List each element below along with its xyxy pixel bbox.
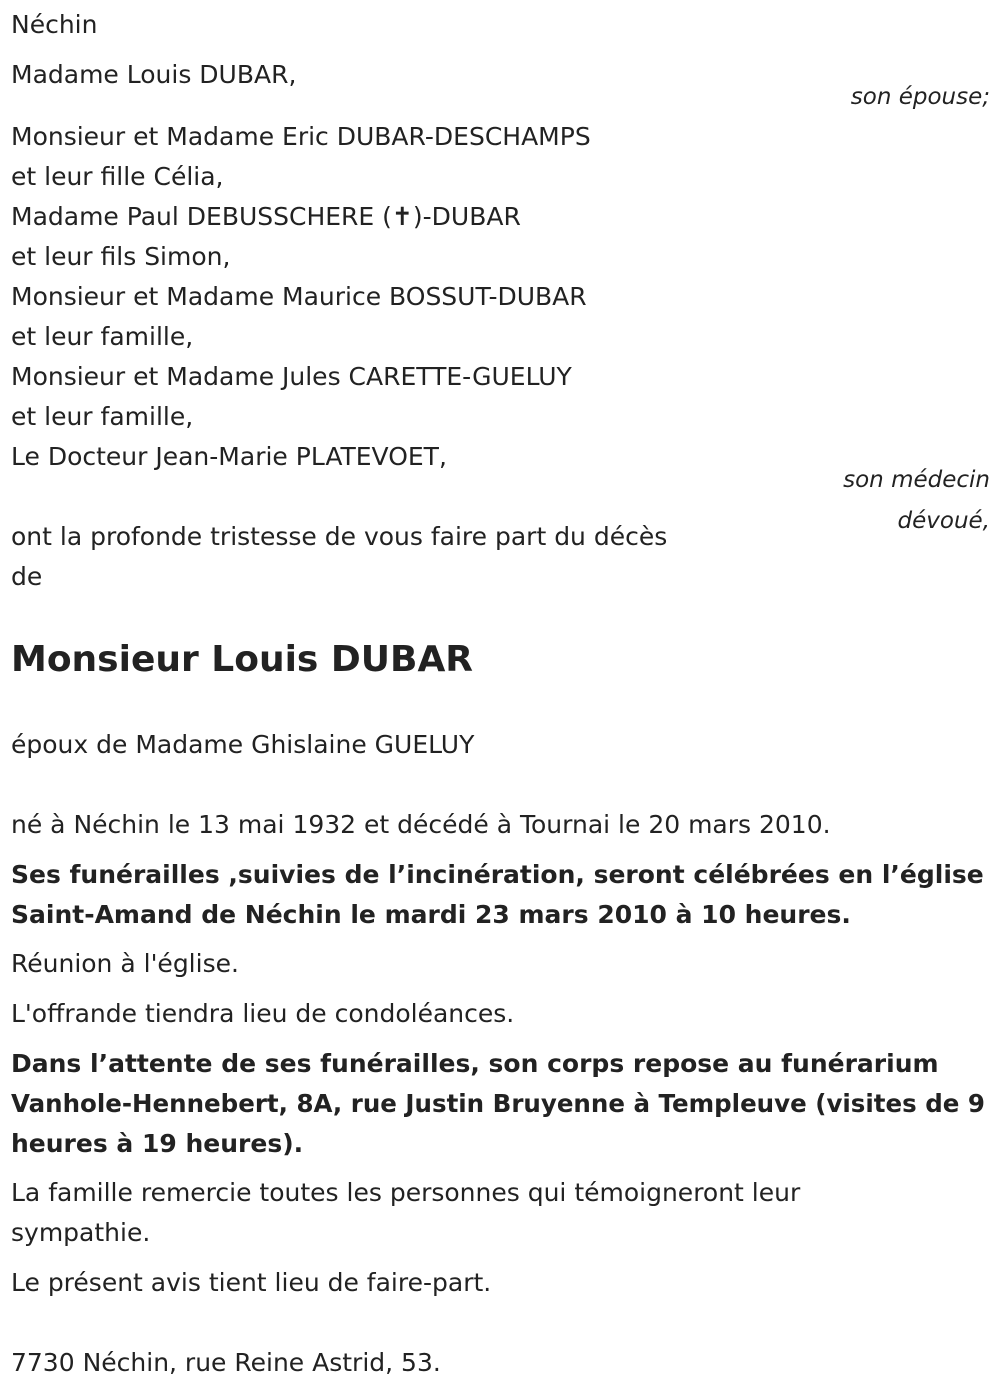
birth-death-line: né à Néchin le 13 mai 1932 et décédé à Tournai le 20 mars 2010. xyxy=(11,810,831,839)
thanks-line1: La famille remercie toutes les personnes qui témoigneront leur xyxy=(11,1178,801,1207)
doctor-role-line2: dévoué, xyxy=(897,508,990,534)
relative-line: Le Docteur Jean-Marie PLATEVOET, xyxy=(11,442,447,471)
spouse-relative: Madame Louis DUBAR, xyxy=(11,60,297,89)
offering-line: L'offrande tiendra lieu de condoléances. xyxy=(11,999,515,1028)
relative-line: et leur fille Célia, xyxy=(11,162,224,191)
relative-line: et leur famille, xyxy=(11,322,194,351)
funerarium-line3: heures à 19 heures). xyxy=(11,1129,304,1158)
funeral-line2: Saint-Amand de Néchin le mardi 23 mars 2010 à 10 heures. xyxy=(11,900,851,929)
thanks-line2: sympathie. xyxy=(11,1218,151,1247)
funerarium-line2: Vanhole-Hennebert, 8A, rue Justin Bruyenne à Templeuve (visites de 9 xyxy=(11,1089,985,1118)
relative-line: et leur fils Simon, xyxy=(11,242,231,271)
meeting-line: Réunion à l'église. xyxy=(11,949,239,978)
spouse-role: son épouse; xyxy=(850,84,990,110)
doctor-role-line1: son médecin xyxy=(843,467,990,493)
place-heading: Néchin xyxy=(11,10,98,39)
relative-line: Monsieur et Madame Eric DUBAR-DESCHAMPS xyxy=(11,122,591,151)
relative-line: et leur famille, xyxy=(11,402,194,431)
address-line: 7730 Néchin, rue Reine Astrid, 53. xyxy=(11,1348,441,1377)
relative-line: Madame Paul DEBUSSCHERE (✝)-DUBAR xyxy=(11,202,521,231)
notice-line: Le présent avis tient lieu de faire-part. xyxy=(11,1268,492,1297)
funerarium-line1: Dans l’attente de ses funérailles, son corps repose au funérarium xyxy=(11,1049,939,1078)
relative-line: Monsieur et Madame Maurice BOSSUT-DUBAR xyxy=(11,282,587,311)
spouse-line: époux de Madame Ghislaine GUELUY xyxy=(11,730,475,759)
announcement-line1: ont la profonde tristesse de vous faire part du décès xyxy=(11,522,668,551)
announcement-line2: de xyxy=(11,562,43,591)
deceased-name: Monsieur Louis DUBAR xyxy=(11,639,474,680)
relative-line: Monsieur et Madame Jules CARETTE-GUELUY xyxy=(11,362,572,391)
funeral-line1: Ses funérailles ,suivies de l’incinération, seront célébrées en l’église xyxy=(11,860,984,889)
